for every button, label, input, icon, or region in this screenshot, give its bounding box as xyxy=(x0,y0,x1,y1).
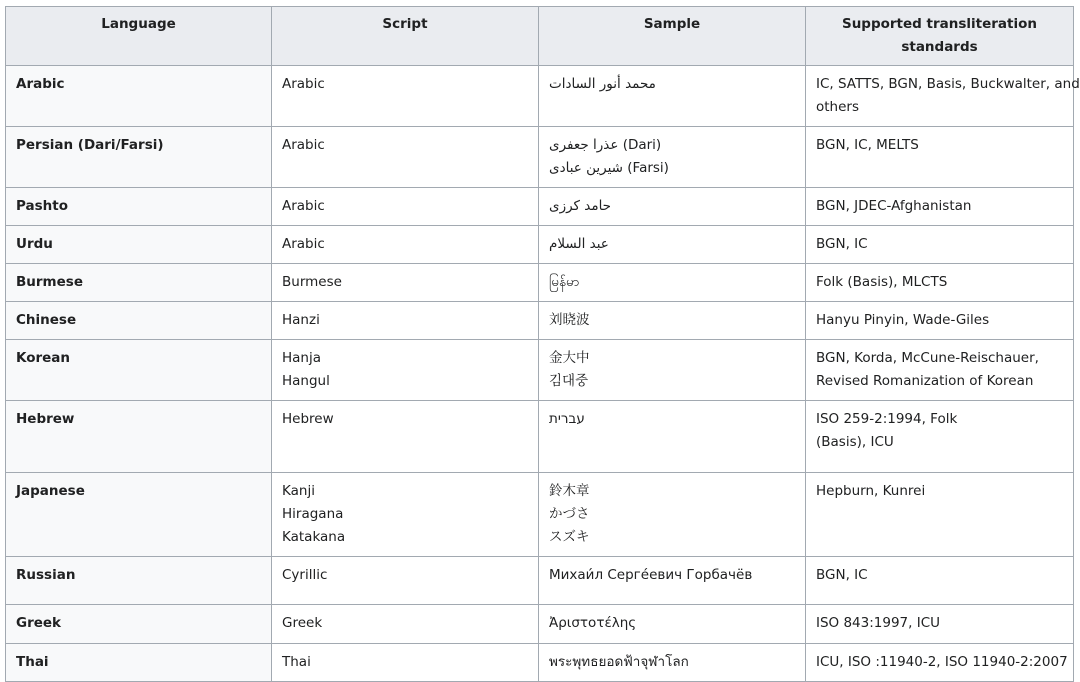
cell-standards xyxy=(806,188,1074,226)
standards-line: BGN, IC xyxy=(816,236,868,252)
cell-standards xyxy=(806,264,1074,302)
script-line: Hanzi xyxy=(282,312,320,328)
standards-line: Folk (Basis), MLCTS xyxy=(816,274,948,290)
script-line: Hebrew xyxy=(282,411,334,427)
standards-line: ISO 843:1997, ICU xyxy=(816,615,941,631)
standards-line: Hepburn, Kunrei xyxy=(816,483,926,499)
sample-line: شیرین عبادی (Farsi) xyxy=(549,160,669,176)
sample-line: かづさ xyxy=(549,506,590,522)
cell-script xyxy=(272,127,539,188)
cell-standards xyxy=(806,644,1074,682)
cell-standards xyxy=(806,473,1074,557)
cell-language: Arabic xyxy=(6,66,272,127)
cell-sample xyxy=(539,188,806,226)
cell-sample xyxy=(539,264,806,302)
table-row xyxy=(6,473,1074,557)
standards-line: (Basis), ICU xyxy=(816,434,894,450)
cell-language: Urdu xyxy=(6,226,272,264)
sample-line: عذرا جعفری (Dari) xyxy=(549,137,662,153)
table-row xyxy=(6,188,1074,226)
cell-sample xyxy=(539,557,806,605)
sample-line: 김대중 xyxy=(549,373,589,389)
cell-sample xyxy=(539,127,806,188)
table-header-row xyxy=(6,7,1074,66)
transliteration-table xyxy=(5,6,1080,682)
cell-script xyxy=(272,557,539,605)
standards-line: Hanyu Pinyin, Wade-Giles xyxy=(816,312,990,328)
script-line: Arabic xyxy=(282,137,325,153)
cell-language: Hebrew xyxy=(6,401,272,473)
header-script: Script xyxy=(272,7,539,66)
cell-script xyxy=(272,340,539,401)
sample-line: محمد أنور السادات xyxy=(549,76,656,92)
cell-sample xyxy=(539,473,806,557)
cell-language: Burmese xyxy=(6,264,272,302)
standards-line: others xyxy=(816,99,859,115)
table-row xyxy=(6,605,1074,644)
cell-script xyxy=(272,644,539,682)
sample-line: حامد کرزی xyxy=(549,198,612,214)
header-sample: Sample xyxy=(539,7,806,66)
cell-sample xyxy=(539,340,806,401)
script-line: Kanji xyxy=(282,483,315,499)
table-row xyxy=(6,226,1074,264)
cell-language: Korean xyxy=(6,340,272,401)
cell-language: Persian (Dari/Farsi) xyxy=(6,127,272,188)
script-line: Hanja xyxy=(282,350,322,366)
cell-script xyxy=(272,188,539,226)
table-row xyxy=(6,66,1074,127)
table-body xyxy=(6,66,1080,682)
cell-language: Greek xyxy=(6,605,272,644)
cell-script xyxy=(272,226,539,264)
cell-sample xyxy=(539,302,806,340)
standards-line: Revised Romanization of Korean xyxy=(816,373,1034,389)
script-line: Hangul xyxy=(282,373,330,389)
script-line: Burmese xyxy=(282,274,342,290)
standards-line: BGN, IC, MELTS xyxy=(816,137,919,153)
standards-line: BGN, JDEC-Afghanistan xyxy=(816,198,972,214)
script-line: Hiragana xyxy=(282,506,344,522)
sample-line: עברית xyxy=(549,411,585,427)
cell-sample xyxy=(539,226,806,264)
script-line: Greek xyxy=(282,615,323,631)
script-line: Cyrillic xyxy=(282,567,328,583)
cell-standards xyxy=(806,226,1074,264)
script-line: Thai xyxy=(282,654,311,670)
cell-script xyxy=(272,473,539,557)
table-row xyxy=(6,127,1074,188)
cell-language: Japanese xyxy=(6,473,272,557)
cell-script xyxy=(272,264,539,302)
standards-line: BGN, Korda, McCune-Reischauer, xyxy=(816,350,1039,366)
table-row xyxy=(6,557,1074,605)
table-row xyxy=(6,401,1074,473)
sample-line: Ἀριστοτέλης xyxy=(549,615,637,631)
cell-standards xyxy=(806,66,1080,127)
cell-sample xyxy=(539,401,806,473)
standards-line: ISO 259-2:1994, Folk xyxy=(816,411,958,427)
cell-script xyxy=(272,302,539,340)
script-line: Arabic xyxy=(282,198,325,214)
script-line: Katakana xyxy=(282,529,346,545)
cell-language: Thai xyxy=(6,644,272,682)
script-line: Arabic xyxy=(282,236,325,252)
sample-line: スズキ xyxy=(549,529,590,545)
cell-standards xyxy=(806,557,1074,605)
standards-line: ICU, ISO :11940-2, ISO 11940-2:2007 xyxy=(816,654,1068,670)
sample-line: 刘晓波 xyxy=(549,312,590,328)
cell-language: Chinese xyxy=(6,302,272,340)
cell-standards xyxy=(806,302,1074,340)
cell-script xyxy=(272,401,539,473)
header-standards: Supported transliteration standards xyxy=(806,7,1074,66)
sample-line: พระพุทธยอดฟ้าจุฬาโลก xyxy=(549,654,689,670)
table-row xyxy=(6,644,1074,682)
script-line: Arabic xyxy=(282,76,325,92)
cell-script xyxy=(272,605,539,644)
cell-standards xyxy=(806,605,1074,644)
sample-line: 金大中 xyxy=(549,350,590,366)
table-row xyxy=(6,340,1074,401)
cell-sample xyxy=(539,605,806,644)
header-language: Language xyxy=(6,7,272,66)
table-row xyxy=(6,264,1074,302)
cell-sample xyxy=(539,644,806,682)
sample-line: 鈴木章 xyxy=(549,483,590,499)
cell-language: Pashto xyxy=(6,188,272,226)
cell-language: Russian xyxy=(6,557,272,605)
cell-sample xyxy=(539,66,806,127)
cell-standards xyxy=(806,401,1074,473)
cell-script xyxy=(272,66,539,127)
sample-line: عبد السلام xyxy=(549,236,609,252)
standards-line: BGN, IC xyxy=(816,567,868,583)
sample-line: မြန်မာ xyxy=(549,274,580,290)
sample-line: Михаи́л Серге́евич Горбачёв xyxy=(549,567,753,583)
table-row xyxy=(6,302,1074,340)
cell-standards xyxy=(806,127,1074,188)
cell-standards xyxy=(806,340,1074,401)
standards-line: IC, SATTS, BGN, Basis, Buckwalter, and xyxy=(816,76,1080,92)
transliteration-table-wrapper xyxy=(5,6,1080,682)
